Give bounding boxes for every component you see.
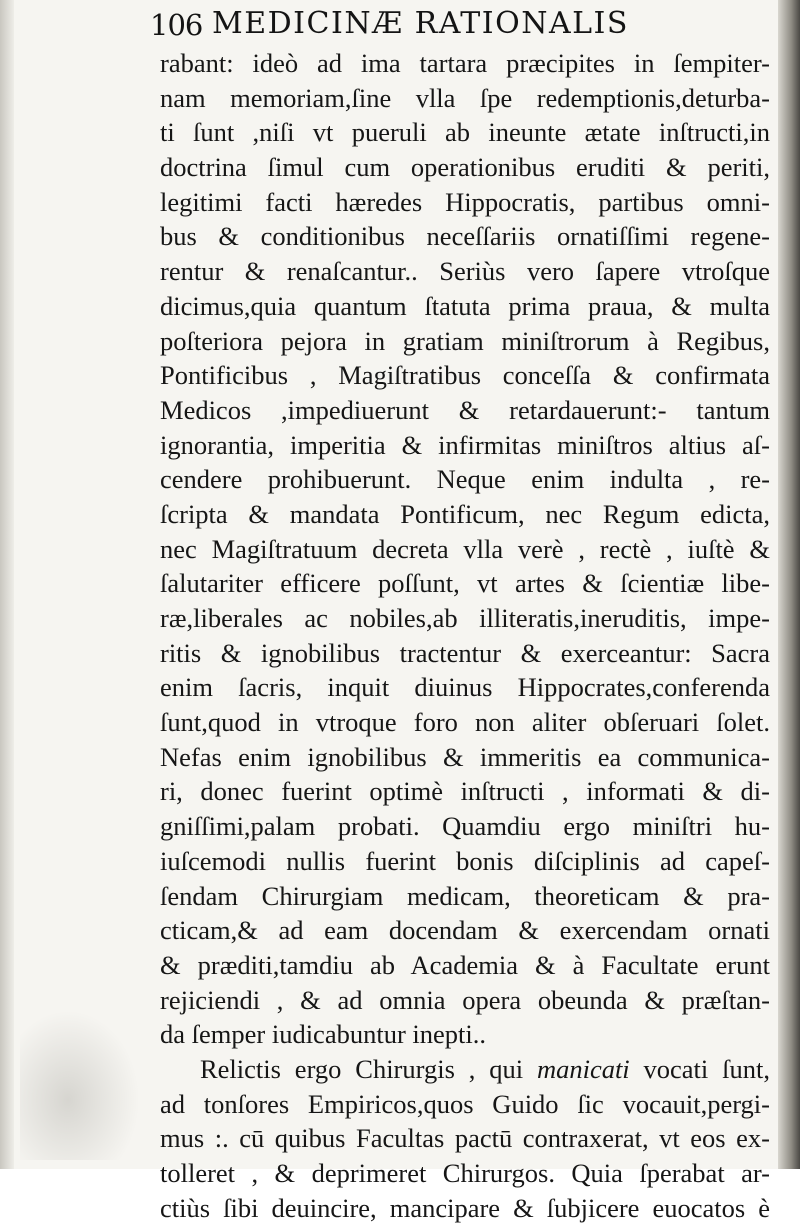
text-line: ritis & ignobilibus tractentur & exerceantur: Sacra xyxy=(160,637,770,668)
text-line: rejiciendi , & ad omnia opera obeunda & præſtan- xyxy=(160,984,770,1015)
running-head xyxy=(150,6,770,46)
text-line: ræ,liberales ac nobiles,ab illiteratis,ineruditis, impe- xyxy=(160,603,770,633)
text-line: poſteriora pejora in gratiam miniſtrorum à Regibus, xyxy=(160,325,770,356)
text-segment: Relictis ergo Chirurgis , qui xyxy=(200,1053,537,1084)
text-line: nam memoriam,ſine vlla ſpe redemptionis,deturba- xyxy=(160,82,770,113)
text-line: mus :. cū quibus Facultas pactū contraxerat, vt eos ex- xyxy=(160,1123,770,1154)
text-line: cendere prohibuerunt. Neque enim indulta , re- xyxy=(160,464,770,495)
text-line: tolleret , & deprimeret Chirurgos. Quia ſperabat ar- xyxy=(160,1158,770,1188)
text-line: rentur & renaſcantur.. Seriùs vero ſapere vtroſque xyxy=(160,256,770,287)
page-edge-shadow-left xyxy=(0,0,14,1169)
text-line: Medicos ,impediuerunt & retardauerunt:- tantum xyxy=(160,394,770,425)
text-line: ſalutariter efficere poſſunt, vt artes & ſcientiæ libe- xyxy=(160,568,770,599)
paper-stain xyxy=(20,1010,140,1160)
text-line: ri, donec fuerint optimè inſtructi , informati & di- xyxy=(160,776,770,807)
text-line: bus & conditionibus neceſſariis ornatiſſimi regene- xyxy=(160,221,770,252)
text-line: ctiùs ſibi deuincire, mancipare & ſubjicere euocatos è xyxy=(160,1192,770,1223)
text-line: ignorantia, imperitia & infirmitas miniſtros altius aſ- xyxy=(160,429,770,460)
page-number: 106 xyxy=(150,8,203,42)
paragraph-start-line xyxy=(160,1052,770,1087)
text-line: ad tonſores Empiricos,quos Guido ſic vocauit,pergi- xyxy=(160,1088,770,1119)
text-line: & præditi,tamdiu ab Academia & à Facultate erunt xyxy=(160,949,770,980)
text-segment: vocati ſunt, xyxy=(629,1053,770,1084)
text-line: gniſſimi,palam probati. Quamdiu ergo miniſtri hu- xyxy=(160,811,770,842)
text-line: ſcripta & mandata Pontificum, nec Regum edicta, xyxy=(160,498,770,529)
body-text xyxy=(160,46,770,1225)
text-line: doctrina ſimul cum operationibus eruditi & periti, xyxy=(160,152,770,183)
text-line: legitimi facti hæredes Hippocratis, partibus omni- xyxy=(160,186,770,217)
paragraph-end-line: da ſemper iudicabuntur inepti.. xyxy=(160,1019,486,1050)
running-title: MEDICINÆ RATIONALIS xyxy=(212,6,629,41)
text-line: rabant: ideò ad ima tartara præcipites in ſempiter- xyxy=(160,48,770,78)
text-line: ti ſunt ,niſi vt pueruli ab ineunte ætate inſtructi,in xyxy=(160,117,770,148)
text-line: iuſcemodi nullis fuerint bonis diſciplinis ad capeſ- xyxy=(160,845,770,876)
text-line: ſendam Chirurgiam medicam, theoreticam & pra- xyxy=(160,880,770,911)
text-line: Nefas enim ignobilibus & immeritis ea communica- xyxy=(160,741,770,772)
text-line: ſunt,quod in vtroque foro non aliter obſeruari ſolet. xyxy=(160,707,770,738)
text-line: Pontificibus , Magiſtratibus conceſſa & confirmata xyxy=(160,360,770,391)
text-line: enim ſacris, inquit diuinus Hippocrates,conferenda xyxy=(160,672,770,703)
text-line: dicimus,quia quantum ſtatuta prima praua, & multa xyxy=(160,290,770,321)
italic-term: manicati xyxy=(536,1053,630,1084)
text-line: cticam,& ad eam docendam & exercendam ornati xyxy=(160,915,770,946)
book-gutter-shadow xyxy=(778,0,800,1169)
text-line: nec Magiſtratuum decreta vlla verè , rectè , iuſtè & xyxy=(160,533,770,564)
